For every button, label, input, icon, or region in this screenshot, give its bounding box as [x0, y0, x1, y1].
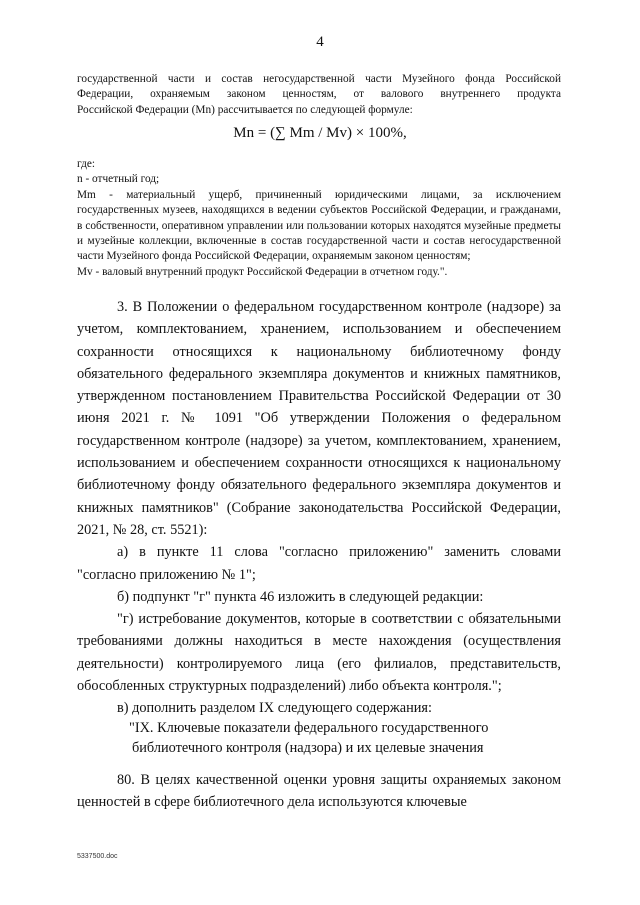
definition-where: где:	[77, 158, 95, 170]
intro-line: Российской Федерации (Mn) рассчитывается по следующей формуле:	[77, 103, 413, 116]
section-heading-line: библиотечного контроля (надзора) и их целевые значения	[132, 740, 484, 756]
intro-line: государственной части и состав негосударственной части Музейного фонда Российской	[77, 73, 561, 85]
definition-mm: Mm - материальный ущерб, причиненный юридическими лицами, за исключением государственных музеев, находящихся в ведении субъектов Российской Федерации, и гражданами, в собственности, оперативном управлении или пользовании которых находятся музейные предметы и музейные коллекции, включенные в состав государственной части и состав негосударственной части Музейного фонда Российской Федерации, охраняемым законом ценностям;	[77, 188, 561, 263]
paragraph-3: 3. В Положении о федеральном государственном контроле (надзоре) за учетом, комплектованием, хранением, использованием и обеспечением сохранности относящихся к национальному библиотечному фонду обязательного федерального экземпляра документов и книжных памятников, утвержденном постановлением Правительства Российской Федерации от 30 июня 2021 г. № 1091 "Об утверждении Положения о федеральном государственном контроле (надзоре) за учетом, комплектованием, хранением, использованием и обеспечением сохранности относящихся к национальному библиотечному фонду обязательного федерального экземпляра документов и книжных памятников" (Собрание законодательства Российской Федерации, 2021, № 28, ст. 5521):	[77, 299, 561, 538]
intro-text	[77, 72, 561, 118]
final-text	[77, 769, 561, 814]
paragraph-80: 80. В целях качественной оценки уровня защиты охраняемых законом ценностей в сфере библиотечного дела используются ключевые	[77, 772, 561, 811]
section-heading	[77, 718, 561, 758]
definition-n: n - отчетный год;	[77, 173, 160, 186]
formula: Mn = (∑ Mm / Mv) × 100%,	[233, 125, 407, 141]
definitions	[77, 157, 561, 280]
file-reference: 5337500.doc	[77, 853, 118, 860]
paragraph-b: б) подпункт "г" пункта 46 изложить в следующей редакции:	[117, 588, 484, 605]
intro-line: Федерации, охраняемым законом ценностям, от валового внутреннего продукта	[77, 88, 561, 101]
paragraph-v: в) дополнить разделом IX следующего содержания:	[117, 700, 432, 717]
definition-mv: Mv - валовый внутренний продукт Российской Федерации в отчетном году.".	[77, 265, 448, 278]
section-heading-line: "IX. Ключевые показатели федерального государственного	[129, 720, 489, 736]
page-number: 4	[316, 34, 324, 50]
paragraph-a: а) в пункте 11 слова "согласно приложению" заменить словами "согласно приложению № 1";	[77, 544, 561, 583]
main-text	[77, 296, 561, 720]
paragraph-g: "г) истребование документов, которые в соответствии с обязательными требованиями должны находиться в месте нахождения (осуществления деятельности) контролируемого лица (его филиалов, представительств, обособленных структурных подразделений) либо объекта контроля.";	[77, 611, 561, 695]
